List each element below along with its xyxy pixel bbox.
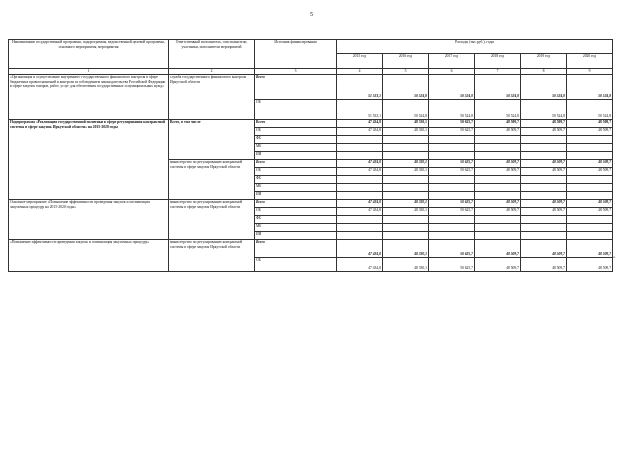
row-executor: Всего, в том числе xyxy=(169,120,255,160)
value-cell: 50 625,7 xyxy=(429,258,475,272)
source-cell: МБ xyxy=(255,184,337,192)
value-cell: 48 509,7 xyxy=(567,160,613,168)
source-cell: Всего xyxy=(255,240,337,258)
source-cell: ОБ xyxy=(255,208,337,216)
column-number: 4 xyxy=(337,69,383,75)
value-cell: 48 509,7 xyxy=(475,120,521,128)
value-cell: 50 524,8 xyxy=(475,100,521,120)
column-number: 5 xyxy=(383,69,429,75)
source-cell: ОБ xyxy=(255,168,337,176)
value-cell: 48 330,1 xyxy=(383,200,429,208)
value-cell: 47 434,8 xyxy=(337,208,383,216)
year-header: 2018 год xyxy=(475,54,521,69)
column-number: 6 xyxy=(429,69,475,75)
source-cell: ФБ xyxy=(255,216,337,224)
column-number: 2 xyxy=(169,69,255,75)
value-cell: 47 434,8 xyxy=(337,160,383,168)
value-cell: 47 434,8 xyxy=(337,258,383,272)
column-number: 1 xyxy=(9,69,169,75)
value-cell: 48 509,7 xyxy=(567,240,613,258)
value-cell: 50 625,7 xyxy=(429,200,475,208)
value-cell: 48 509,7 xyxy=(475,200,521,208)
value-cell: 48 509,7 xyxy=(521,120,567,128)
value-cell: 47 434,8 xyxy=(337,120,383,128)
row-name: Основное мероприятие «Повышение эффективности проведения закупок и оптимизация закупочных процедур на 2015-2020 годы» xyxy=(9,200,169,240)
source-cell: Всего xyxy=(255,160,337,168)
value-cell: 48 509,7 xyxy=(567,208,613,216)
value-cell: 48 509,7 xyxy=(567,120,613,128)
value-cell: 48 330,1 xyxy=(383,120,429,128)
header-row xyxy=(9,40,613,54)
value-cell: 48 509,7 xyxy=(521,258,567,272)
row-name: Подпрограмма «Реализация государственной политики в сфере регулирования контрактной системы в сфере закупок Иркутской области» на 2015-2020 годы xyxy=(9,120,169,200)
value-cell: 50 625,7 xyxy=(429,168,475,176)
value-cell: 48 330,1 xyxy=(383,128,429,136)
year-header: 2017 год xyxy=(429,54,475,69)
value-cell: 48 509,7 xyxy=(567,200,613,208)
header-name: Наименование государственной программы, подпрограммы, ведомственной целевой программы, основного мероприятия, мероприятия xyxy=(9,40,169,69)
value-cell: 50 524,8 xyxy=(521,100,567,120)
source-cell: ОБ xyxy=(255,128,337,136)
value-cell: 50 524,8 xyxy=(567,100,613,120)
source-cell: Всего xyxy=(255,120,337,128)
source-cell: Всего xyxy=(255,75,337,100)
row-executor: министерство по регулированию контрактной системы в сфере закупок Иркутской области xyxy=(169,240,255,272)
value-cell: 47 434,8 xyxy=(337,168,383,176)
value-cell: 48 330,1 xyxy=(383,258,429,272)
value-cell: 50 524,8 xyxy=(383,75,429,100)
value-cell: 47 434,8 xyxy=(337,240,383,258)
source-cell: ОБ xyxy=(255,258,337,272)
value-cell: 50 524,8 xyxy=(383,100,429,120)
value-cell: 48 330,1 xyxy=(383,208,429,216)
value-cell: 50 524,8 xyxy=(429,100,475,120)
value-cell: 50 625,7 xyxy=(429,208,475,216)
source-cell: МБ xyxy=(255,224,337,232)
value-cell: 48 509,7 xyxy=(521,160,567,168)
value-cell: 48 330,1 xyxy=(383,168,429,176)
value-cell: 48 509,7 xyxy=(521,208,567,216)
header-source: Источник финансирования xyxy=(255,40,337,69)
value-cell: 48 509,7 xyxy=(521,200,567,208)
value-cell: 48 509,7 xyxy=(475,208,521,216)
value-cell: 50 625,7 xyxy=(429,240,475,258)
value-cell: 48 509,7 xyxy=(521,240,567,258)
header-expenses: Расходы (тыс.руб.), годы xyxy=(337,40,613,54)
value-cell: 50 524,8 xyxy=(567,75,613,100)
value-cell: 51 533,1 xyxy=(337,100,383,120)
header-executor: Ответственный исполнитель, соисполнители, участники, исполнители мероприятий xyxy=(169,40,255,69)
value-cell: 50 625,7 xyxy=(429,120,475,128)
value-cell: 48 509,7 xyxy=(475,240,521,258)
value-cell: 48 509,7 xyxy=(475,258,521,272)
value-cell: 48 509,7 xyxy=(567,168,613,176)
column-number: 8 xyxy=(521,69,567,75)
value-cell: 47 434,8 xyxy=(337,200,383,208)
value-cell: 48 509,7 xyxy=(567,128,613,136)
value-cell: 50 625,7 xyxy=(429,160,475,168)
value-cell: 48 509,7 xyxy=(567,258,613,272)
table-row xyxy=(9,240,613,258)
value-cell: 50 524,8 xyxy=(429,75,475,100)
value-cell: 48 330,1 xyxy=(383,240,429,258)
table-row xyxy=(9,200,613,208)
value-cell: 48 509,7 xyxy=(475,128,521,136)
value-cell: 48 509,7 xyxy=(475,168,521,176)
source-cell: ФБ xyxy=(255,136,337,144)
row-executor: министерство по регулированию контрактной системы в сфере закупок Иркутской области xyxy=(169,160,255,200)
value-cell: 50 524,8 xyxy=(521,75,567,100)
closing-quote-mark: ». xyxy=(613,254,616,259)
source-cell: МБ xyxy=(255,144,337,152)
value-cell: 48 509,7 xyxy=(475,160,521,168)
source-cell: ИИ xyxy=(255,192,337,200)
year-header: 2016 год xyxy=(383,54,429,69)
column-number: 9 xyxy=(567,69,613,75)
value-cell: 48 509,7 xyxy=(521,128,567,136)
row-name: «Повышение эффективности проведения закупок и оптимизация закупочных процедур» xyxy=(9,240,169,272)
value-cell: 51 533,1 xyxy=(337,75,383,100)
source-cell: ИИ xyxy=(255,152,337,160)
value-cell: 50 625,7 xyxy=(429,128,475,136)
year-header: 2020 год xyxy=(567,54,613,69)
row-executor: служба государственного финансового контроля Иркутской области xyxy=(169,75,255,120)
page-number: 5 xyxy=(310,12,313,18)
source-cell: Всего xyxy=(255,200,337,208)
value-cell: 48 509,7 xyxy=(521,168,567,176)
row-name: «Организация и осуществление внутреннего государственного финансового контроля в сфере бюджетных правоотношений и контроля за соблюдением законодательства Российской Федерации в сфере закупок товаров, работ, услуг для обеспечения государственных и муниципальных нужд» xyxy=(9,75,169,120)
table-row xyxy=(9,120,613,128)
row-executor: министерство по регулированию контрактной системы в сфере закупок Иркутской области xyxy=(169,200,255,240)
source-cell: ОБ xyxy=(255,100,337,120)
column-number: 3 xyxy=(255,69,337,75)
value-cell: 48 330,1 xyxy=(383,160,429,168)
column-number: 7 xyxy=(475,69,521,75)
year-header: 2015 год xyxy=(337,54,383,69)
value-cell: 50 524,8 xyxy=(475,75,521,100)
source-cell: ИИ xyxy=(255,232,337,240)
budget-table xyxy=(8,39,613,272)
year-header: 2019 год xyxy=(521,54,567,69)
value-cell: 47 434,8 xyxy=(337,128,383,136)
source-cell: ФБ xyxy=(255,176,337,184)
table-row xyxy=(9,75,613,100)
